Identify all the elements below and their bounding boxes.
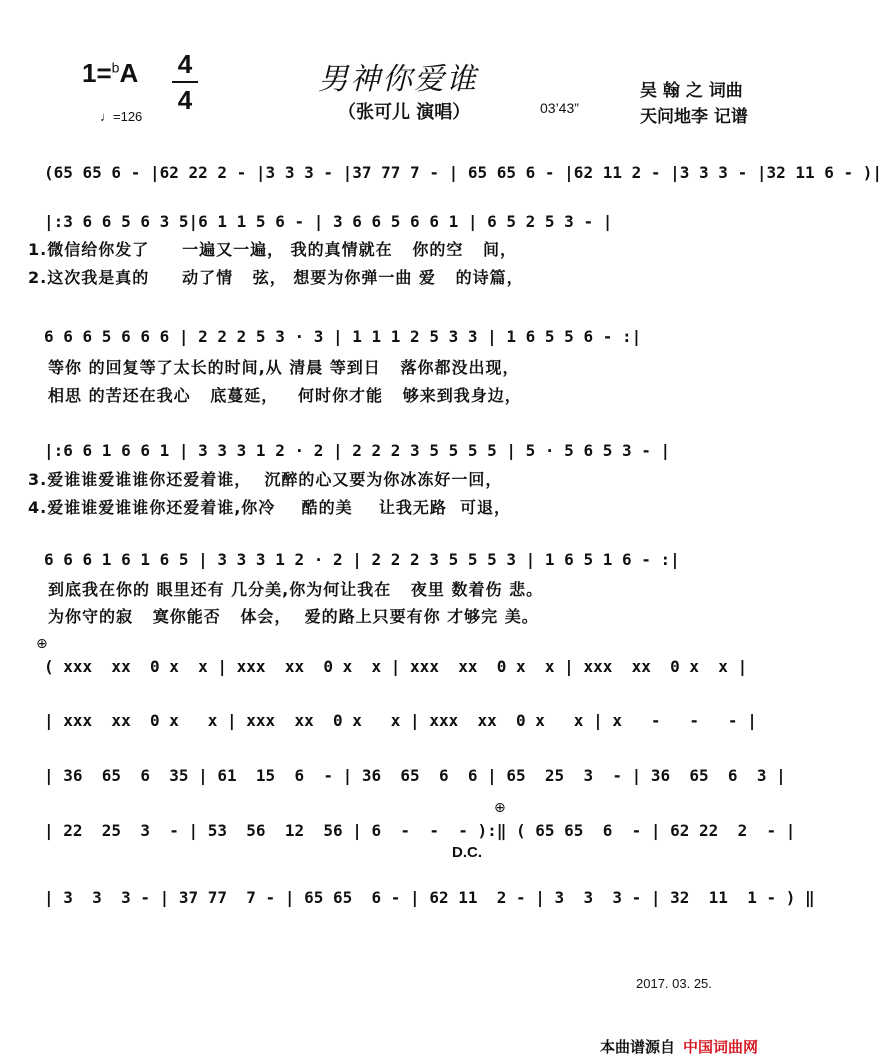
da-capo-mark: D.C. xyxy=(452,844,482,861)
song-duration: 03’43” xyxy=(540,100,579,116)
score-line-intro: (65 65 6 - |62 22 2 - |3 3 3 - |37 77 7 - | 65 65 6 - |62 11 2 - |3 3 3 - |32 11 6 - )| xyxy=(44,163,882,182)
coda-sign: ⊕ xyxy=(36,636,48,652)
score-line-rhythm-a: ( xxx xx 0 x x | xxx xx 0 x x | xxx xx 0 x x | xxx xx 0 x x | xyxy=(44,657,748,676)
lyricist-credit: 吴 翰 之 词曲 xyxy=(640,81,743,101)
time-signature xyxy=(172,50,198,114)
transcription-date: 2017. 03. 25. xyxy=(636,976,712,991)
score-line-interlude-a: | 36 65 6 35 | 61 15 6 - | 36 65 6 6 | 65 25 3 - | 36 65 6 3 | xyxy=(44,766,786,785)
score-line-verse-b: 6 6 6 5 6 6 6 | 2 2 2 5 3 · 3 | 1 1 1 2 5 3 3 | 1 6 5 5 6 - :| xyxy=(44,327,642,346)
score-line-outro: | 3 3 3 - | 37 77 7 - | 65 65 6 - | 62 11 2 - | 3 3 3 - | 32 11 1 - ) ‖ xyxy=(44,888,815,907)
lyric-verse-3a: 3.爱谁谁爱谁谁你还爱着谁， 沉醉的心又要为你冰冻好一回， xyxy=(28,470,503,489)
lyric-verse-4a: 4.爱谁谁爱谁谁你还爱着谁,你冷 酷的美 让我无路 可退， xyxy=(28,498,511,517)
source-brand-link[interactable]: 中国词曲网 xyxy=(683,1038,759,1056)
flat-sign: b xyxy=(111,59,120,76)
time-signature-bottom: 4 xyxy=(177,85,193,115)
score-line-chorus-a: |:6 6 1 6 6 1 | 3 3 3 1 2 · 2 | 2 2 2 3 5 5 5 5 | 5 · 5 6 5 3 - | xyxy=(44,441,671,460)
time-signature-top: 4 xyxy=(177,49,193,79)
lyric-verse-2a: 2.这次我是真的 动了情 弦， 想要为你弹一曲 爱 的诗篇， xyxy=(28,268,524,287)
lyric-verse-2b: 相思 的苦还在我心 底蔓延， 何时你才能 够来到我身边， xyxy=(48,386,522,405)
source-credit xyxy=(600,1036,758,1057)
transcriber-credit: 天问地李 记谱 xyxy=(640,107,748,127)
time-signature-bar xyxy=(172,81,198,83)
coda-sign-2: ⊕ xyxy=(494,800,506,816)
singer-credit: （张可儿 演唱） xyxy=(338,102,471,123)
score-line-verse-a: |:3 6 6 5 6 3 5|6 1 1 5 6 - | 3 6 6 5 6 6 1 | 6 5 2 5 3 - | xyxy=(44,212,613,231)
score-line-chorus-b: 6 6 6 1 6 1 6 5 | 3 3 3 1 2 · 2 | 2 2 2 3 5 5 5 3 | 1 6 5 1 6 - :| xyxy=(44,550,680,569)
tempo-marking: ♩=126 xyxy=(100,109,143,124)
source-label: 本曲谱源自 xyxy=(600,1038,676,1056)
song-title: 男神你爱谁 xyxy=(318,62,478,97)
lyric-verse-1a: 1.微信给你发了 一遍又一遍， 我的真情就在 你的空 间， xyxy=(28,240,518,259)
score-line-interlude-b: | 22 25 3 - | 53 56 12 56 | 6 - - - ):‖ ( 65 65 6 - | 62 22 2 - | xyxy=(44,821,796,840)
lyric-verse-4b: 为你守的寂 寞你能否 体会， 爱的路上只要有你 才够完 美。 xyxy=(48,607,539,626)
score-line-rhythm-b: | xxx xx 0 x x | xxx xx 0 x x | xxx xx 0 x x | x - - - | xyxy=(44,711,757,730)
lyric-verse-3b: 到底我在你的 眼里还有 几分美,你为何让我在 夜里 数着伤 悲。 xyxy=(48,580,544,599)
lyric-verse-1b: 等你 的回复等了太长的时间,从 清晨 等到日 落你都没出现， xyxy=(48,358,520,377)
key-signature: 1=$^b$A xyxy=(82,58,139,88)
